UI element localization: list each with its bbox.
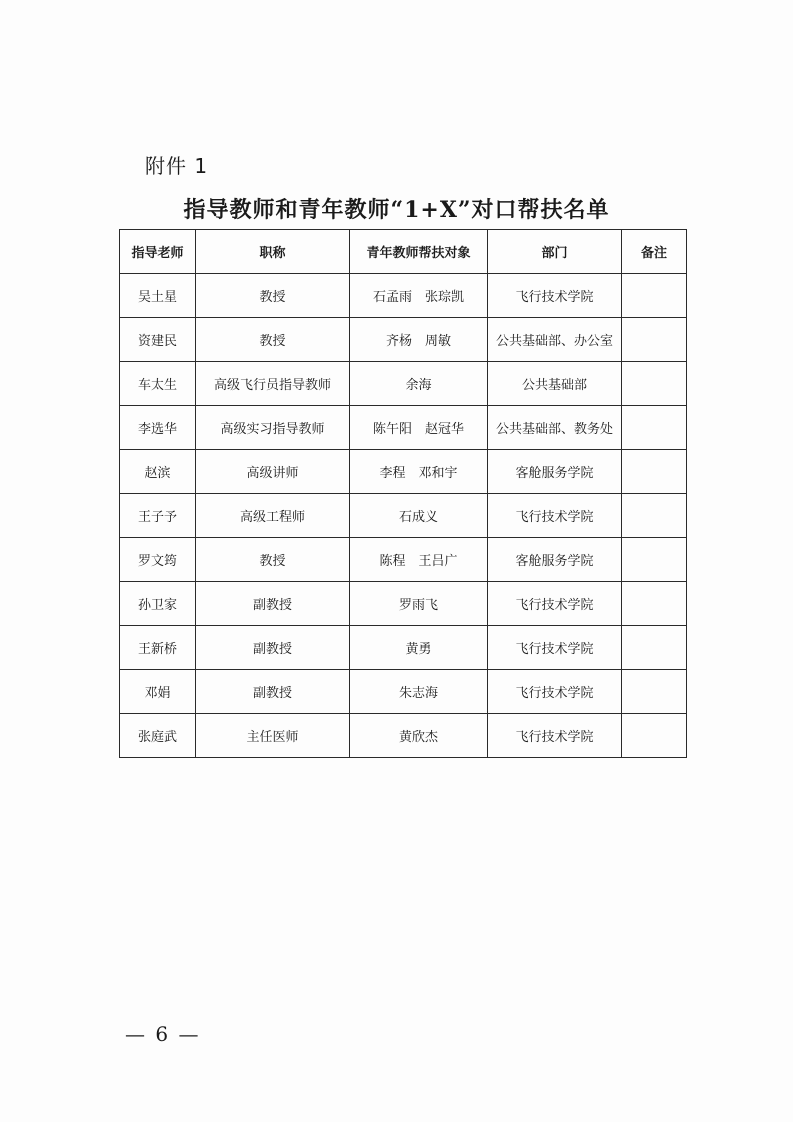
- cell-mentor: 王新桥: [120, 626, 196, 670]
- cell-title: 副教授: [196, 626, 350, 670]
- page-number: — 6 —: [125, 1022, 201, 1046]
- cell-department: 飞行技术学院: [488, 274, 622, 318]
- table-row: [120, 538, 687, 582]
- table-row: [120, 714, 687, 758]
- cell-mentees: 朱志海: [350, 670, 488, 714]
- cell-mentees: 黄勇: [350, 626, 488, 670]
- table-row: [120, 274, 687, 318]
- table-row: [120, 626, 687, 670]
- cell-department: 飞行技术学院: [488, 582, 622, 626]
- attachment-label: 附件 1: [145, 154, 209, 178]
- table-row: [120, 494, 687, 538]
- cell-mentees: 余海: [350, 362, 488, 406]
- table-row: [120, 670, 687, 714]
- cell-department: 飞行技术学院: [488, 626, 622, 670]
- cell-mentor: 李选华: [120, 406, 196, 450]
- cell-mentor: 赵滨: [120, 450, 196, 494]
- cell-mentor: 罗文筠: [120, 538, 196, 582]
- cell-department: 客舱服务学院: [488, 450, 622, 494]
- cell-mentor: 资建民: [120, 318, 196, 362]
- cell-remarks: [622, 362, 687, 406]
- header-title: 职称: [196, 230, 350, 274]
- cell-mentees: 齐杨 周敏: [350, 318, 488, 362]
- cell-department: 公共基础部、教务处: [488, 406, 622, 450]
- cell-title: 高级工程师: [196, 494, 350, 538]
- cell-title: 主任医师: [196, 714, 350, 758]
- cell-mentor: 孙卫家: [120, 582, 196, 626]
- cell-mentees: 李程 邓和宇: [350, 450, 488, 494]
- cell-department: 公共基础部、办公室: [488, 318, 622, 362]
- cell-remarks: [622, 494, 687, 538]
- document-title: 指导教师和青年教师“1+X”对口帮扶名单: [183, 197, 610, 223]
- cell-mentees: 石孟雨 张琮凯: [350, 274, 488, 318]
- header-remarks: 备注: [622, 230, 687, 274]
- cell-remarks: [622, 538, 687, 582]
- cell-mentees: 罗雨飞: [350, 582, 488, 626]
- mentor-roster-table: [119, 229, 687, 758]
- cell-department: 客舱服务学院: [488, 538, 622, 582]
- table-row: [120, 318, 687, 362]
- cell-mentor: 王子予: [120, 494, 196, 538]
- cell-title: 教授: [196, 538, 350, 582]
- cell-title: 副教授: [196, 670, 350, 714]
- cell-remarks: [622, 406, 687, 450]
- cell-title: 高级飞行员指导教师: [196, 362, 350, 406]
- cell-mentees: 陈午阳 赵冠华: [350, 406, 488, 450]
- cell-title: 教授: [196, 318, 350, 362]
- cell-mentees: 石成义: [350, 494, 488, 538]
- cell-mentor: 吴土星: [120, 274, 196, 318]
- table-row: [120, 406, 687, 450]
- table-row: [120, 450, 687, 494]
- cell-remarks: [622, 670, 687, 714]
- cell-mentor: 邓娟: [120, 670, 196, 714]
- cell-mentees: 黄欣杰: [350, 714, 488, 758]
- cell-remarks: [622, 582, 687, 626]
- header-mentees: 青年教师帮扶对象: [350, 230, 488, 274]
- cell-title: 高级讲师: [196, 450, 350, 494]
- cell-mentor: 车太生: [120, 362, 196, 406]
- cell-title: 教授: [196, 274, 350, 318]
- cell-remarks: [622, 450, 687, 494]
- cell-mentor: 张庭武: [120, 714, 196, 758]
- header-department: 部门: [488, 230, 622, 274]
- cell-department: 飞行技术学院: [488, 670, 622, 714]
- cell-mentees: 陈程 王吕广: [350, 538, 488, 582]
- table-row: [120, 582, 687, 626]
- cell-remarks: [622, 274, 687, 318]
- cell-remarks: [622, 626, 687, 670]
- cell-department: 飞行技术学院: [488, 714, 622, 758]
- table-header-row: [120, 230, 687, 274]
- cell-title: 高级实习指导教师: [196, 406, 350, 450]
- cell-department: 公共基础部: [488, 362, 622, 406]
- cell-remarks: [622, 714, 687, 758]
- cell-title: 副教授: [196, 582, 350, 626]
- table-row: [120, 362, 687, 406]
- cell-remarks: [622, 318, 687, 362]
- cell-department: 飞行技术学院: [488, 494, 622, 538]
- header-mentor: 指导老师: [120, 230, 196, 274]
